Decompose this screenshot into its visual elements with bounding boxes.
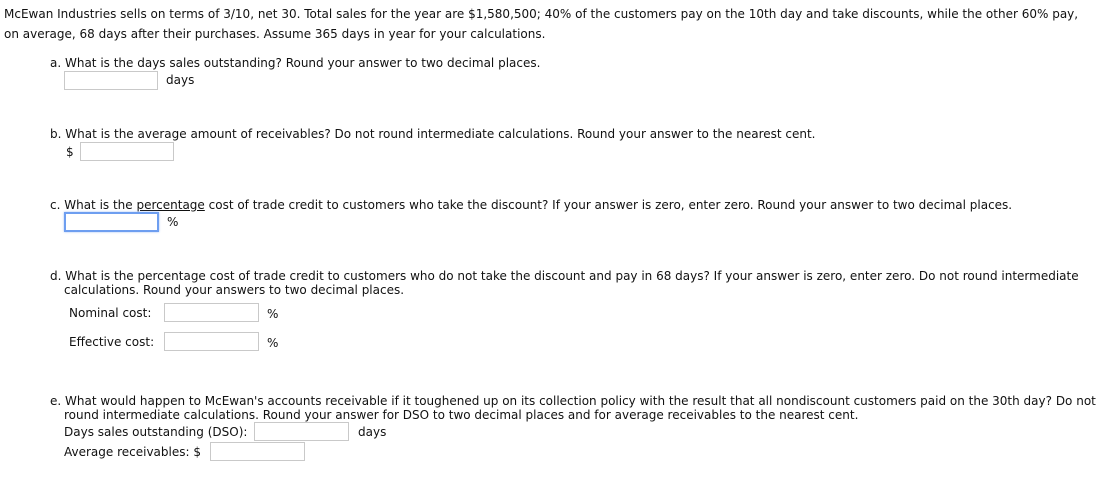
question-e-line-2: round intermediate calculations. Round your answer for DSO to two decimal places and for average receivables to the nearest cent. (64, 408, 859, 422)
nominal-cost-input[interactable] (164, 303, 259, 322)
average-receivables-e-input[interactable] (210, 442, 305, 461)
question-c-suffix: cost of trade credit to customers who take the discount? If your answer is zero, enter zero. Round your answer to two decimal places. (204, 198, 1013, 212)
question-e-line-1: e. What would happen to McEwan's accounts receivable if it toughened up on its collection policy with the result that all nondiscount customers paid on the 30th day? Do not (50, 394, 1096, 408)
question-c-text (50, 198, 1012, 213)
average-receivables-e-label: Average receivables: $ (64, 445, 201, 459)
question-d-line-1: d. What is the percentage cost of trade credit to customers who do not take the discount and pay in 68 days? If your answer is zero, enter zero. Do not round intermediate (50, 269, 1079, 283)
question-b-dollar-prefix: $ (66, 145, 74, 159)
dso-label: Days sales outstanding (DSO): (64, 425, 248, 439)
effective-cost-input[interactable] (164, 332, 259, 351)
nominal-cost-unit: % (267, 307, 279, 321)
dso-input[interactable] (254, 422, 349, 441)
effective-cost-label: Effective cost: (69, 335, 155, 349)
discount-credit-cost-input[interactable] (64, 212, 159, 232)
dso-unit: days (358, 425, 387, 439)
question-c-unit: % (167, 215, 179, 229)
days-sales-outstanding-input[interactable] (64, 71, 158, 90)
effective-cost-unit: % (267, 336, 279, 350)
question-d-line-2: calculations. Round your answers to two decimal places. (64, 283, 405, 297)
question-a-unit: days (166, 73, 195, 87)
intro-line-1: McEwan Industries sells on terms of 3/10, net 30. Total sales for the year are $1,580,500; 40% of the customers pay on the 10th day and take discounts, while the other 60% pay, (4, 7, 1079, 21)
intro-line-2: on average, 68 days after their purchases. Assume 365 days in year for your calculations. (4, 27, 546, 41)
question-a-text: a. What is the days sales outstanding? Round your answer to two decimal places. (50, 56, 541, 70)
question-c-prefix: c. What is the (50, 198, 137, 212)
question-c-underlined-word: percentage (136, 198, 205, 212)
average-receivables-input[interactable] (80, 142, 174, 161)
nominal-cost-label: Nominal cost: (69, 306, 152, 320)
question-b-text: b. What is the average amount of receivables? Do not round intermediate calculations. Round your answer to the nearest cent. (50, 127, 816, 141)
